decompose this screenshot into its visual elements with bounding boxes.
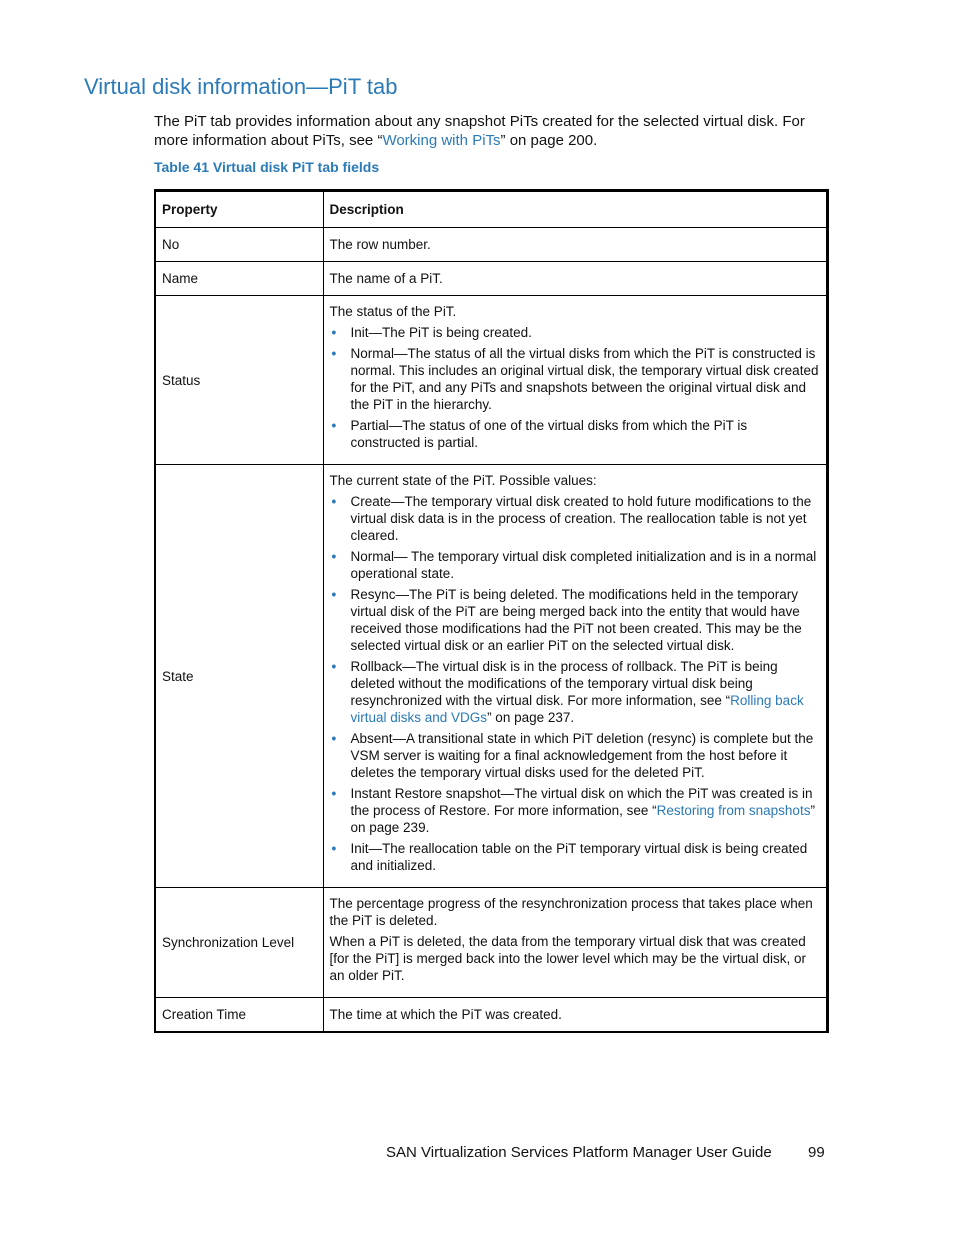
description-cell: The row number. [323,228,828,262]
bullet-icon: • [331,786,337,801]
list-item [330,785,821,836]
description-header: Description [323,191,828,228]
bullet-text: Resync—The PiT is being deleted. The modifications held in the temporary virtual disk of the PiT are being merged back into the entity that would have received those modifications had the PiT not been created. This may be the selected virtual disk or an earlier PiT on the selected virtual disk. [350,587,802,653]
list-item [330,345,821,413]
property-cell: Synchronization Level [155,888,323,998]
property-cell: Status [155,296,323,465]
list-item [330,840,821,874]
table-row [155,465,828,888]
intro-paragraph [154,112,824,150]
property-cell: State [155,465,323,888]
bullet-icon: • [331,587,337,602]
description-text: The current state of the PiT. Possible values: [329,473,597,488]
footer-guide-title: SAN Virtualization Services Platform Manager User Guide [386,1144,772,1161]
list-item [330,730,821,781]
table-row [155,998,828,1033]
bullet-text: Init—The reallocation table on the PiT temporary virtual disk is being created and initialized. [350,841,808,873]
bullet-text: Rollback—The virtual disk is in the process of rollback. The PiT is being deleted without the modifications of the temporary virtual disk being resynchronized with the virtual disk. For more information, see “ [350,659,778,708]
description-cell [323,296,828,465]
description-cell: The name of a PiT. [323,262,828,296]
intro-text-end: ” on page 200. [500,132,598,149]
description-cell [323,888,828,998]
property-header: Property [155,191,323,228]
intro-text: The PiT tab provides information about any snapshot PiTs created for the selected virtual disk. For more information about PiTs, see “ [154,113,805,149]
table-caption: Table 41 Virtual disk PiT tab fields [154,159,380,175]
working-with-pits-link[interactable]: Working with PiTs [382,132,501,149]
pit-fields-table [154,189,829,1033]
bullet-icon: • [331,418,337,433]
bullet-text: Absent—A transitional state in which PiT deletion (resync) is complete but the VSM server is waiting for a final acknowledgement from the host before it deletes the temporary virtual disks used for the deleted PiT. [350,731,814,780]
bullet-text: Normal— The temporary virtual disk completed initialization and is in a normal operational state. [350,549,817,581]
property-cell: No [155,228,323,262]
bullet-text-end: ” on page 239. [350,803,815,835]
restoring-from-snapshots-link[interactable]: Restoring from snapshots [656,803,811,818]
state-bullet-list [330,493,821,874]
bullet-icon: • [331,325,337,340]
bullet-icon: • [331,841,337,856]
status-bullet-list [330,324,821,451]
list-item [330,493,821,544]
bullet-text: Instant Restore snapshot—The virtual disk on which the PiT was created is in the process of Restore. For more information, see “ [350,786,813,818]
description-text: When a PiT is deleted, the data from the temporary virtual disk that was created [for the PiT] is merged back into the lower level which may be the virtual disk, or an older PiT. [329,934,806,983]
list-item [330,586,821,654]
table-header-row [155,191,828,228]
bullet-icon: • [331,494,337,509]
list-item [330,324,821,341]
table-row [155,296,828,465]
table-row [155,262,828,296]
property-cell: Creation Time [155,998,323,1033]
list-item [330,658,821,726]
list-item [330,417,821,451]
list-item [330,548,821,582]
property-cell: Name [155,262,323,296]
bullet-icon: • [331,346,337,361]
table-row [155,888,828,998]
description-text: The status of the PiT. [329,304,457,319]
bullet-text: Create—The temporary virtual disk created to hold future modifications to the virtual disk data is in the process of creation. The reallocation table is not yet cleared. [350,494,812,543]
rolling-back-link[interactable]: Rolling back virtual disks and VDGs [350,693,804,725]
bullet-text-end: ” on page 237. [487,710,575,725]
bullet-text: Init—The PiT is being created. [350,325,532,340]
bullet-icon: • [331,659,337,674]
description-cell: The time at which the PiT was created. [323,998,828,1033]
bullet-text: Partial—The status of one of the virtual disks from which the PiT is constructed is partial. [350,418,748,450]
bullet-icon: • [331,731,337,746]
page-title: Virtual disk information—PiT tab [84,74,398,99]
description-cell [323,465,828,888]
table-row [155,228,828,262]
bullet-text: Normal—The status of all the virtual disks from which the PiT is constructed is normal. This includes an original virtual disk, the temporary virtual disk created for the PiT, and any PiTs and snapshots between the original virtual disk and the PiT in the hierarchy. [350,346,819,412]
bullet-icon: • [331,549,337,564]
page-number: 99 [808,1144,825,1161]
description-text: The percentage progress of the resynchronization process that takes place when the PiT is deleted. [329,896,813,928]
